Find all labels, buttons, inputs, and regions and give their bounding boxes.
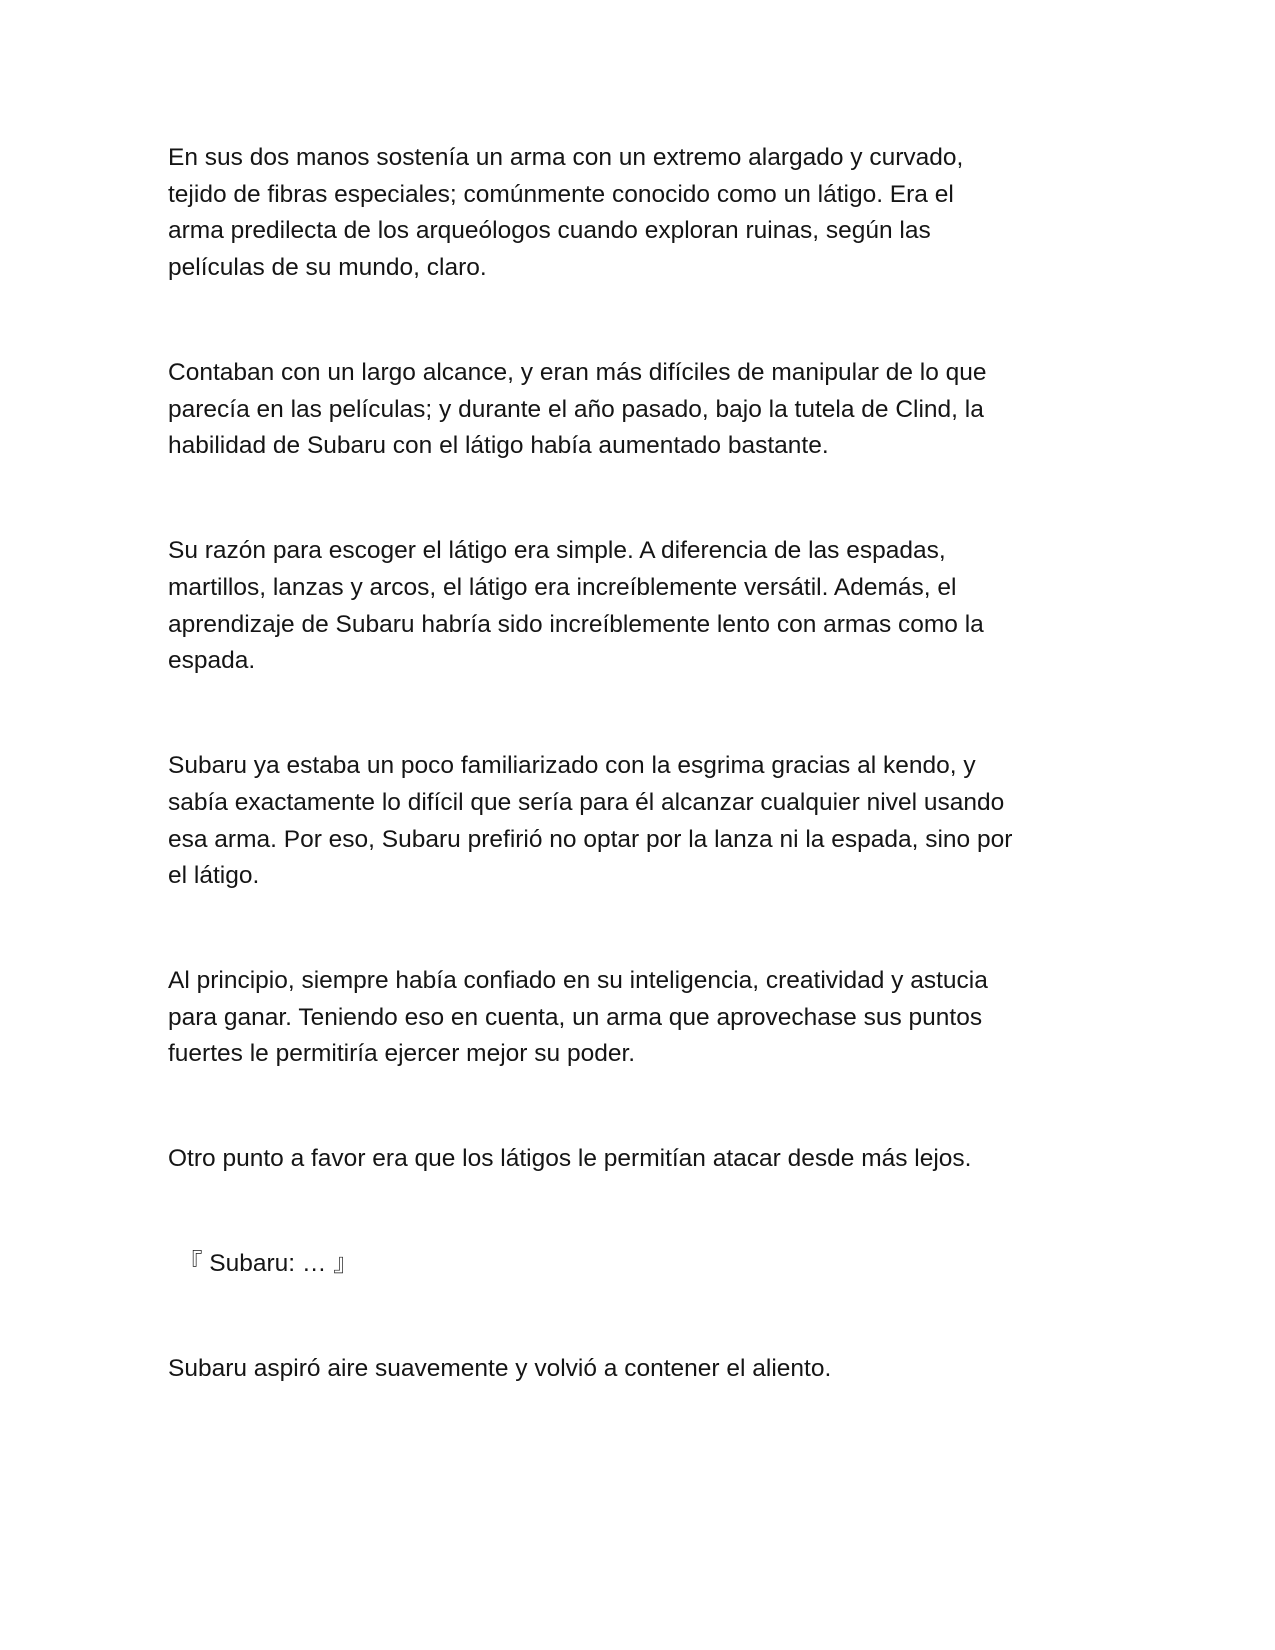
paragraph-4: [168, 748, 1275, 895]
text-line: Su razón para escoger el látigo era simple. A diferencia de las espadas,: [168, 537, 946, 565]
text-line: Contaban con un largo alcance, y eran más difíciles de manipular de lo que: [168, 358, 987, 386]
text-line: esa arma. Por eso, Subaru prefirió no optar por la lanza ni la espada, sino por: [168, 825, 1013, 853]
text-line: sabía exactamente lo difícil que sería para él alcanzar cualquier nivel usando: [168, 788, 1005, 816]
paragraph-1: [168, 140, 1275, 287]
text-line: Subaru aspiró aire suavemente y volvió a contener el aliento.: [168, 1355, 832, 1383]
text-line: el látigo.: [168, 862, 260, 890]
paragraph-5: [168, 963, 1275, 1073]
text-line: para ganar. Teniendo eso en cuenta, un arma que aprovechase sus puntos: [168, 1003, 983, 1031]
dialogue-line: [168, 1246, 1275, 1283]
text-line: aprendizaje de Subaru habría sido increíblemente lento con armas como la: [168, 610, 984, 638]
text-line: arma predilecta de los arqueólogos cuando exploran ruinas, según las: [168, 217, 931, 245]
text-line: películas de su mundo, claro.: [168, 254, 487, 282]
paragraph-8: [168, 1351, 1275, 1388]
text-line: Subaru ya estaba un poco familiarizado con la esgrima gracias al kendo, y: [168, 752, 976, 780]
text-line: martillos, lanzas y arcos, el látigo era increíblemente versátil. Además, el: [168, 573, 957, 601]
text-line: fuertes le permitiría ejercer mejor su poder.: [168, 1040, 636, 1068]
text-line: habilidad de Subaru con el látigo había aumentado bastante.: [168, 432, 829, 460]
paragraph-2: [168, 355, 1275, 465]
dialogue-text: 『 Subaru: … 』: [178, 1250, 358, 1278]
text-line: Al principio, siempre había confiado en su inteligencia, creatividad y astucia: [168, 967, 988, 995]
paragraph-3: [168, 533, 1275, 680]
text-line: En sus dos manos sostenía un arma con un extremo alargado y curvado,: [168, 144, 964, 171]
text-line: tejido de fibras especiales; comúnmente conocido como un látigo. Era el: [168, 180, 954, 208]
text-line: espada.: [168, 647, 256, 675]
text-line: parecía en las películas; y durante el año pasado, bajo la tutela de Clind, la: [168, 395, 984, 423]
text-line: Otro punto a favor era que los látigos le permitían atacar desde más lejos.: [168, 1145, 972, 1173]
paragraph-6: [168, 1141, 1275, 1178]
